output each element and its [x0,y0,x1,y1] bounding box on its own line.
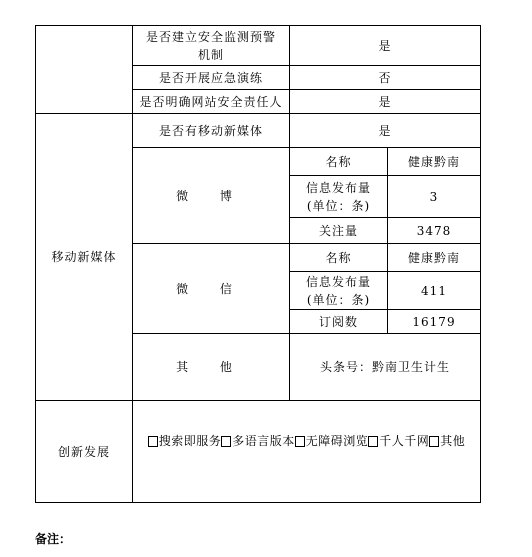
option-other[interactable]: 其他 [429,432,465,450]
option-personalized[interactable]: 千人千网 [368,432,429,450]
wechat-subscribers-value: 16179 [412,314,456,329]
weibo-label: 微 博 [176,188,246,203]
weibo-name-value: 健康黔南 [407,154,460,169]
weibo-followers-label: 关注量 [318,223,358,238]
innovation-checkbox-group [148,432,466,450]
other-label: 其 他 [176,360,246,374]
checkbox-icon[interactable] [295,436,305,447]
innovation-label: 创新发展 [57,444,110,459]
wechat-name-value: 健康黔南 [407,250,460,265]
monitoring-label: 是否建立安全监测预警机制 [145,29,276,62]
wechat-name-label: 名称 [325,250,352,265]
checkbox-icon[interactable] [429,436,439,447]
checkbox-icon[interactable] [148,436,158,447]
responsible-label: 是否明确网站安全责任人 [139,94,283,109]
weibo-followers-value: 3478 [416,223,452,238]
other-value: 头条号：黔南卫生计生 [319,360,450,374]
rule [35,502,481,503]
rule [480,25,481,503]
wechat-subscribers-label: 订阅数 [318,314,358,329]
drill-value: 否 [378,70,392,85]
weibo-name-label: 名称 [325,154,352,169]
checkbox-icon[interactable] [368,436,378,447]
media-section-label: 移动新媒体 [51,250,117,264]
responsible-value: 是 [378,94,392,109]
checkbox-icon[interactable] [221,436,231,447]
option-multilingual[interactable]: 多语言版本 [221,432,295,450]
has-media-value: 是 [378,123,392,138]
weibo-posts-label: 信息发布量 (单位：条) [305,180,371,213]
monitoring-value: 是 [378,38,392,53]
wechat-posts-value: 411 [421,283,447,298]
option-search-service[interactable]: 搜索即服务 [148,432,222,450]
option-accessibility[interactable]: 无障碍浏览 [295,432,369,450]
wechat-posts-label: 信息发布量 (单位：条) [305,274,371,307]
has-media-label: 是否有移动新媒体 [158,123,263,138]
weibo-posts-value: 3 [429,189,439,204]
wechat-label: 微 信 [176,281,246,296]
note-label: 备注： [35,532,72,546]
drill-label: 是否开展应急演练 [158,70,263,85]
innovation-options [133,401,480,481]
